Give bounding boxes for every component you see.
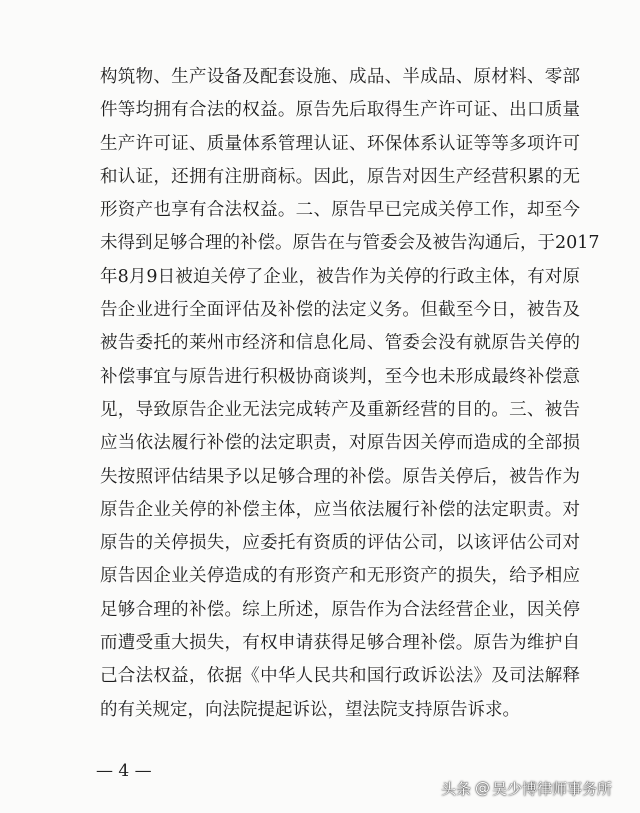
text-line: 失按照评估结果予以足够合理的补偿。原告关停后，被告作为 <box>100 466 580 487</box>
text-line: 原告因企业关停造成的有形资产和无形资产的损失，给予相应 <box>100 566 580 587</box>
text-line: 的有关规定，向法院提起诉讼，望法院支持原告诉求。 <box>100 699 520 720</box>
text-line: 原告企业关停的补偿主体，应当依法履行补偿的法定职责。对 <box>100 499 580 520</box>
text-line: 生产许可证、质量体系管理认证、环保体系认证等等多项许可 <box>100 133 580 154</box>
text-line: 被告委托的莱州市经济和信息化局、管委会没有就原告关停的 <box>100 333 580 354</box>
watermark-platform: 头条 <box>441 779 472 798</box>
body-text <box>100 61 600 727</box>
text-line: 足够合理的补偿。综上所述，原告作为合法经营企业，因关停 <box>100 599 580 620</box>
text-line: 补偿事宜与原告进行积极协商谈判，至今也未形成最终补偿意 <box>100 366 580 387</box>
text-line: 构筑物、生产设备及配套设施、成品、半成品、原材料、零部 <box>100 67 580 87</box>
text-line: 而遭受重大损失，有权申请获得足够合理补偿。原告为维护自 <box>100 633 580 654</box>
text-line: 应当依法履行补偿的法定职责，对原告因关停而造成的全部损 <box>100 433 580 454</box>
text-line: 形资产也享有合法权益。二、原告早已完成关停工作，却至今 <box>100 200 580 221</box>
watermark <box>441 776 612 800</box>
text-line: 己合法权益，依据《中华人民共和国行政诉讼法》及司法解释 <box>100 666 580 687</box>
text-line: 和认证，还拥有注册商标。因此，原告对因生产经营积累的无 <box>100 166 580 187</box>
text-line: 见，导致原告企业无法完成转产及重新经营的目的。三、被告 <box>100 399 580 420</box>
text-line: 未得到足够合理的补偿。原告在与管委会及被告沟通后，于2017 <box>100 233 600 254</box>
text-line: 原告的关停损失，应委托有资质的评估公司，以该评估公司对 <box>100 533 580 554</box>
text-line: 告企业进行全面评估及补偿的法定义务。但截至今日，被告及 <box>100 300 580 321</box>
page-number: — 4 — <box>96 761 152 781</box>
watermark-at: @ <box>475 779 491 797</box>
text-line: 件等均拥有合法的权益。原告先后取得生产许可证、出口质量 <box>100 100 580 121</box>
watermark-author: 吴少博律师事务所 <box>492 779 613 798</box>
text-line: 年8月9日被迫关停了企业，被告作为关停的行政主体，有对原 <box>100 266 580 287</box>
